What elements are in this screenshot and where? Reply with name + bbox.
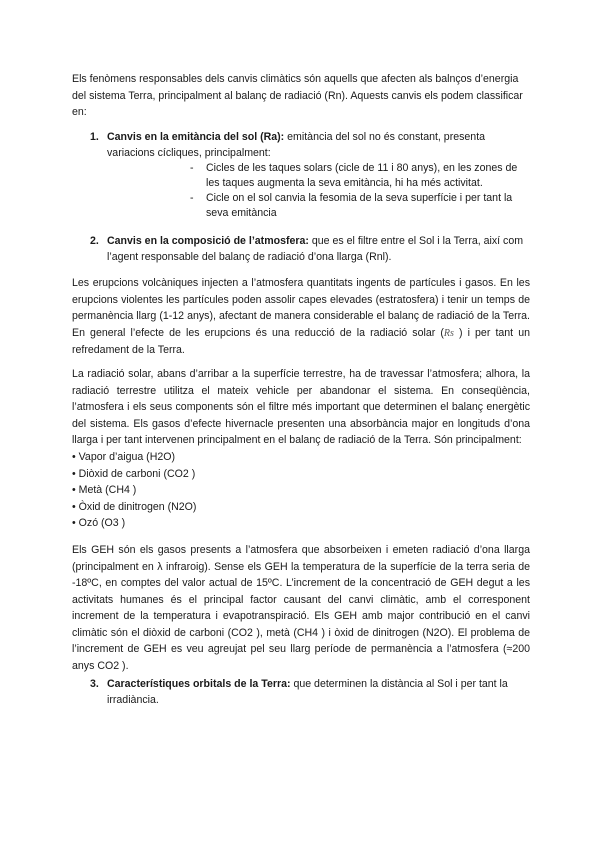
item-heading: Característiques orbitals de la Terra: [107, 678, 291, 690]
dash-marker: - [190, 192, 194, 204]
list-item-atmosphere [90, 233, 530, 265]
volcanic-text-part1: Les erupcions volcàniques injecten a l’atmosfera quantitats ingents de partícules i gasos. En les erupcions violentes les partícules poden assolir capes elevades (estratosfera) i tenir un temps de permanència llarg (1-12 anys), afectant de manera considerable el balanç de radiació de la Terra. En general l’efecte de les erupcions és una reducció de la radiació solar ( [72, 277, 530, 339]
sub-item-surface-cycle [190, 191, 530, 221]
gases-list [72, 449, 472, 532]
sub-item-text: Cicle on el sol canvia la fesomia de la seva superfície i per tant la seva emitància [206, 192, 513, 219]
item-number: 3. [90, 678, 99, 690]
list-item-emittance [90, 129, 530, 161]
item-body [107, 129, 530, 161]
list-item: • Ozó (O3 ) [72, 517, 126, 529]
item-text: emitància del sol no és constant, presenta variacions cícliques, principalment: [107, 131, 486, 159]
list-item: • Diòxid de carboni (CO2 ) [72, 467, 196, 480]
volcanic-paragraph [72, 275, 530, 359]
item-heading: Canvis en la emitància del sol (Ra): [107, 131, 285, 143]
item-text: que determinen la distància al Sol i per tant la irradiància. [107, 678, 508, 706]
dash-marker: - [190, 162, 194, 174]
item-text: que es el filtre entre el Sol i la Terra, així com l’agent responsable del balanç de radiació d’ona llarga (Rnl). [107, 235, 524, 263]
item-number: 2. [90, 235, 99, 247]
item-heading: Canvis en la composició de l’atmosfera: [107, 235, 309, 247]
sub-item-text: Cicles de les taques solars (cicle de 11 i 80 anys), en les zones de les taques augmenta la seva emitància, hi ha més activitat. [206, 162, 518, 189]
list-item-orbital [90, 676, 530, 708]
rs-symbol: Rs [443, 327, 454, 339]
geh-paragraph: Els GEH són els gasos presents a l’atmosfera que absorbeixen i emeten radiació d’ona llarga (principalment en λ infraroig). Sense els GEH la temperatura de la superfície de la terra seria de -18ºC, en comptes del valor actual de 15ºC. L’increment de la concentració de GEH degut a les activitats humanes és el principal factor causant del canvi climàtic, amb el corresponent increment de la temperatura i evapotranspiració. Els GEH amb major contribució en el canvi climàtic són el diòxid de carboni (CO2 ), metà (CH4 ) i òxid de dinitrogen (N2O). El problema de l’increment de GEH es veu agreujat pel seu llarg període de permanència a l’atmosfera (≈200 anys CO2 ). [72, 544, 530, 672]
list-item: • Vapor d’aigua (H2O) [72, 451, 176, 463]
solar-radiation-paragraph: La radiació solar, abans d’arribar a la superfície terrestre, ha de travessar l’atmosfera; alhora, la radiació terrestre utilitza el mateix vehicle per abandonar el sistema. En conseqüència, l’atmosfera i els seus components són el filtre més important que determinen el balanç energètic del sistema. Els gasos d’efecte hivernacle presenten una absorbància major en longituds d’ona llarga i per tant intervenen principalment en el balanç de radiació de la Terra. Són principalment: [72, 368, 530, 446]
volcanic-text-part2: ) i per tant un refredament de la Terra. [72, 326, 530, 356]
list-item: • Òxid de dinitrogen (N2O) [72, 500, 197, 513]
item-body [107, 676, 530, 708]
item-body [107, 233, 530, 265]
list-item: • Metà (CH4 ) [72, 484, 137, 496]
item-number: 1. [90, 131, 99, 143]
sub-item-sunspots [190, 161, 530, 191]
intro-paragraph: Els fenòmens responsables dels canvis climàtics són aquells que afecten als balnços d’energia del sistema Terra, principalment al balanç de radiació (Rn). Aquests canvis els podem classificar en: [72, 73, 523, 118]
